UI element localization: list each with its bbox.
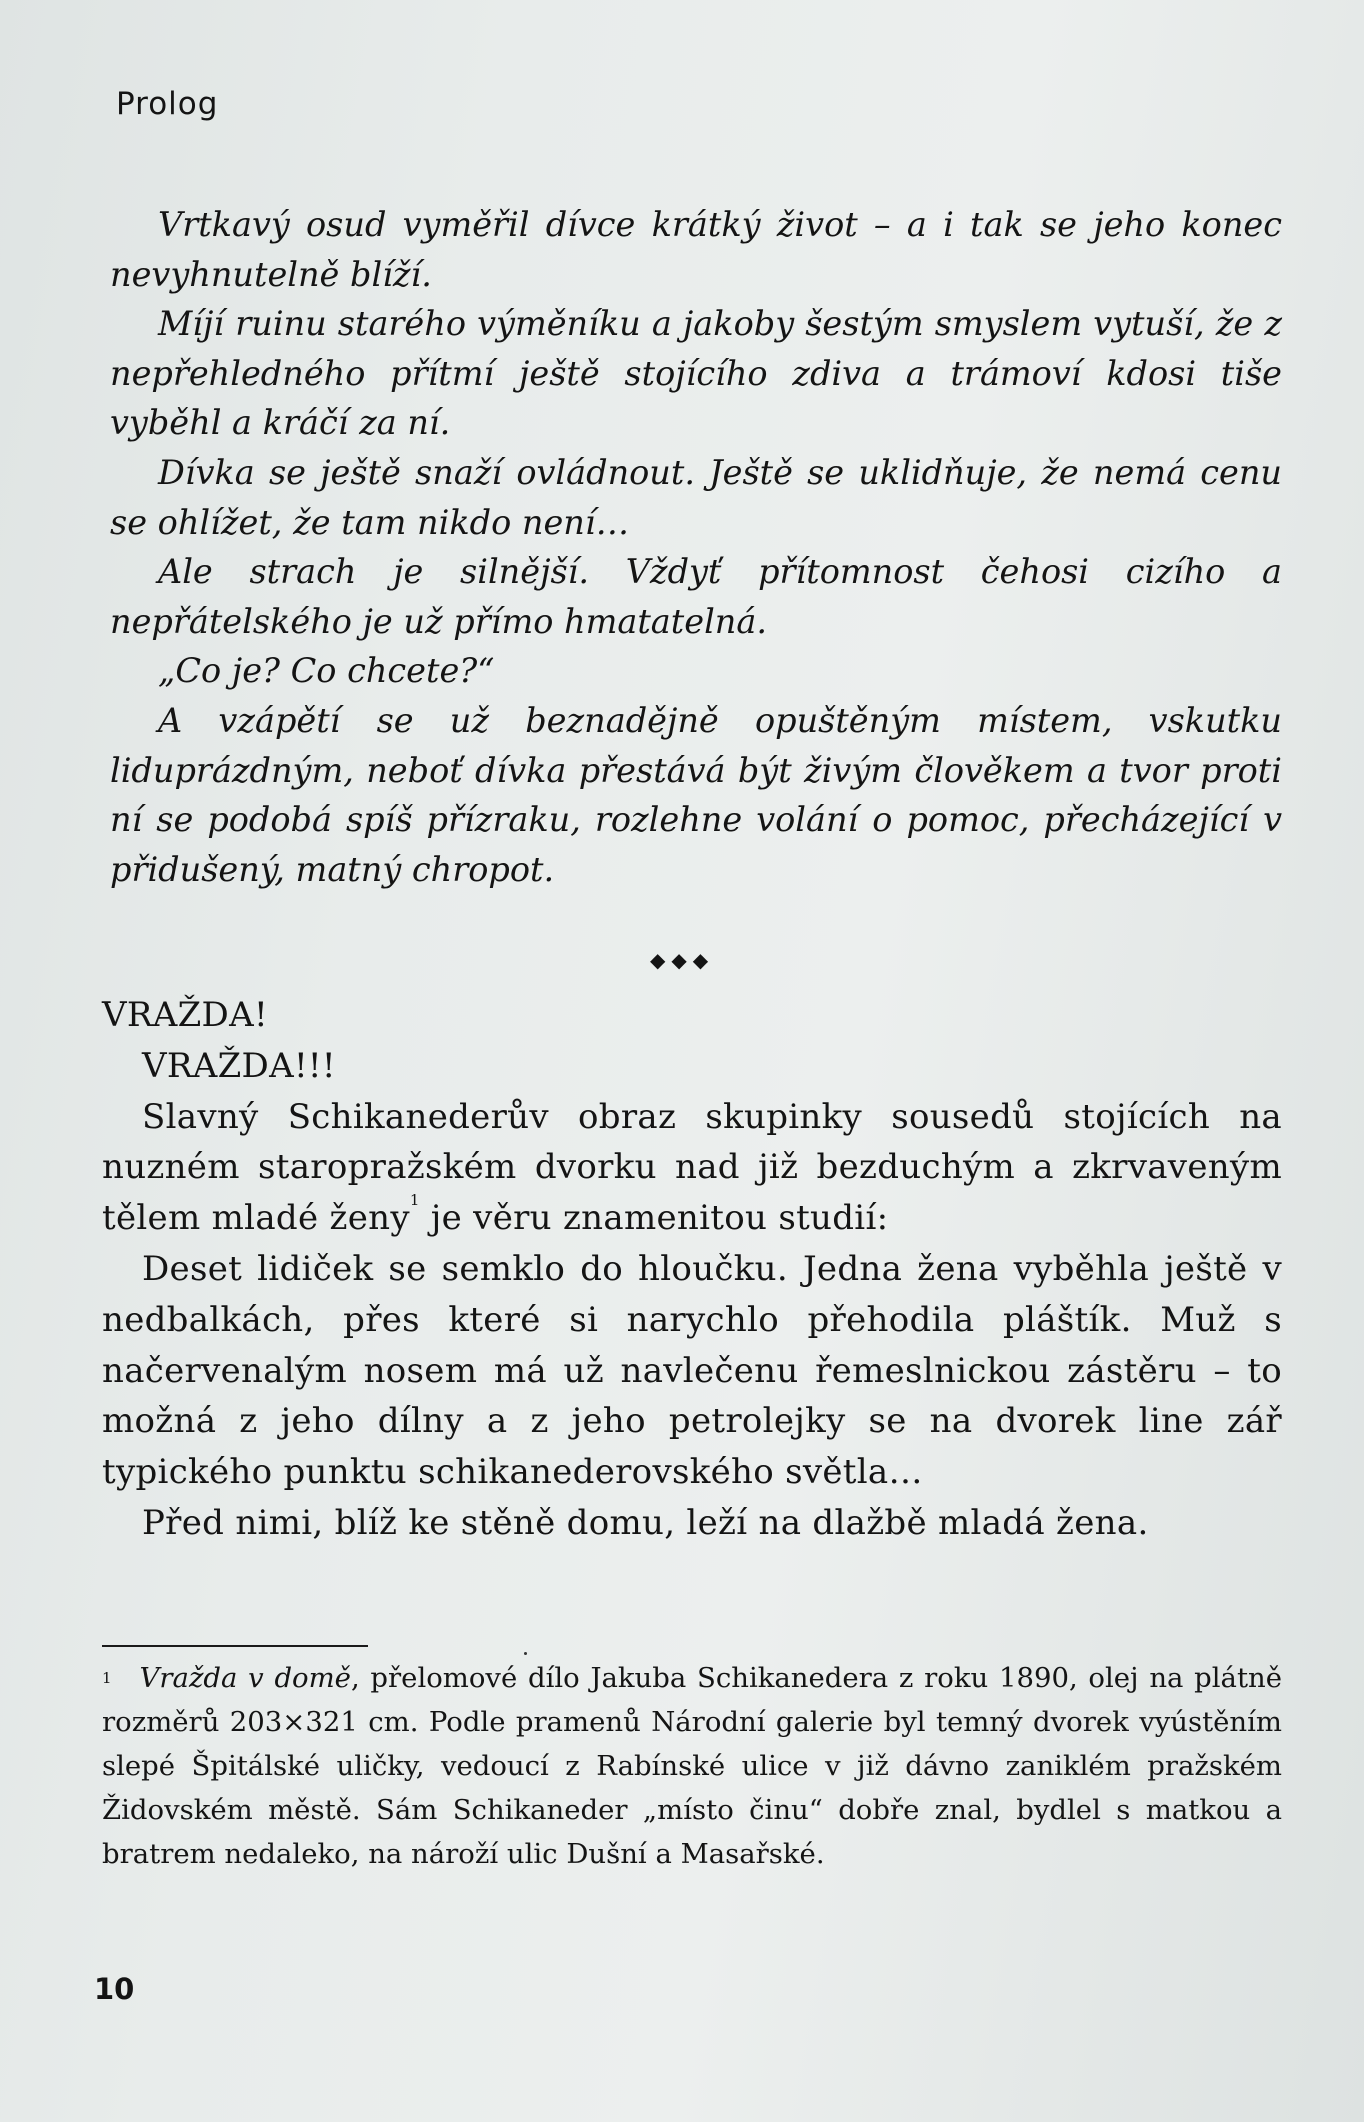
paragraph-text: je věru znamenitou studií: (419, 1198, 889, 1239)
prologue-italic-text (110, 200, 1282, 894)
footnote-text: , přelomové dílo Jakuba Schikanedera z roku 1890, olej na plátně rozměrů 203×321 cm. Podle pramenů Národní galerie byl temný dvorek vyústěním slepé Špitálské uličky, vedoucí z Rabínské ulice v již dávno zaniklém pražském Židovském městě. Sám Schikaneder „místo činu“ dobře znal, bydlel s matkou a bratrem nedaleko, na nároží ulic Dušní a Masařské. (102, 1662, 1282, 1870)
prologue-paragraph: Vrtkavý osud vyměřil dívce krátký život – a i tak se jeho konec nevyhnutelně blíží. (110, 205, 1282, 294)
prologue-paragraph: Dívka se ještě snaží ovládnout. Ještě se uklidňuje, že nemá cenu se ohlížet, že tam nikdo není… (110, 452, 1282, 542)
body-paragraph-3: Před nimi, blíž ke stěně domu, leží na dlažbě mladá žena. (142, 1502, 1149, 1543)
prologue-paragraph: „Co je? Co chcete?“ (158, 651, 495, 691)
footnote-number: 1 (102, 1669, 112, 1687)
body-paragraph-2: Deset lidiček se semklo do hloučku. Jedna žena vyběhla ještě v nedbalkách, přes které si narychlo přehodila pláštík. Muž s načervenalým nosem má už navlečenu řemeslnickou zástěru – to možná z jeho dílny a z jeho petrolejky se na dvorek line zář typického punktu schikanederovského světla… (102, 1248, 1282, 1493)
heading-exclamation-1: VRAŽDA! (102, 995, 268, 1035)
page-number: 10 (94, 1972, 135, 2006)
prologue-paragraph: Míjí ruinu starého výměníku a jakoby šestým smyslem vytuší, že z nepřehledného přítmí ještě stojícího zdiva a trámoví kdosi tiše vyběhl a kráčí za ní. (110, 304, 1282, 443)
footnote (102, 1656, 1282, 1876)
paragraph-text: Slavný Schikanederův obraz skupinky sousedů stojících na nuzném staropražském dvorku nad již bezduchým a zkrvaveným tělem mladé ženy (102, 1096, 1282, 1239)
footnote-divider (102, 1645, 368, 1647)
section-ornament: ◆◆◆ (650, 948, 715, 972)
heading-exclamation-2: VRAŽDA!!! (142, 1045, 336, 1086)
footnote-artwork-title: Vražda v domě (139, 1662, 351, 1694)
running-head: Prolog (116, 86, 219, 122)
prologue-paragraph: Ale strach je silnější. Vždyť přítomnost čehosi cizího a nepřátelského je už přímo hmatatelná. (110, 552, 1282, 641)
prologue-paragraph: A vzápětí se už beznadějně opuštěným místem, vskutku liduprázdným, neboť dívka přestává být živým člověkem a tvor proti ní se podobá spíš přízraku, rozlehne volání o pomoc, přecházející v přidušený, matný chropot. (110, 700, 1282, 889)
paper-speck (524, 1652, 527, 1655)
main-text (102, 990, 1282, 1549)
footnote-reference: 1 (409, 1191, 420, 1210)
body-paragraph-1 (102, 1092, 1282, 1244)
